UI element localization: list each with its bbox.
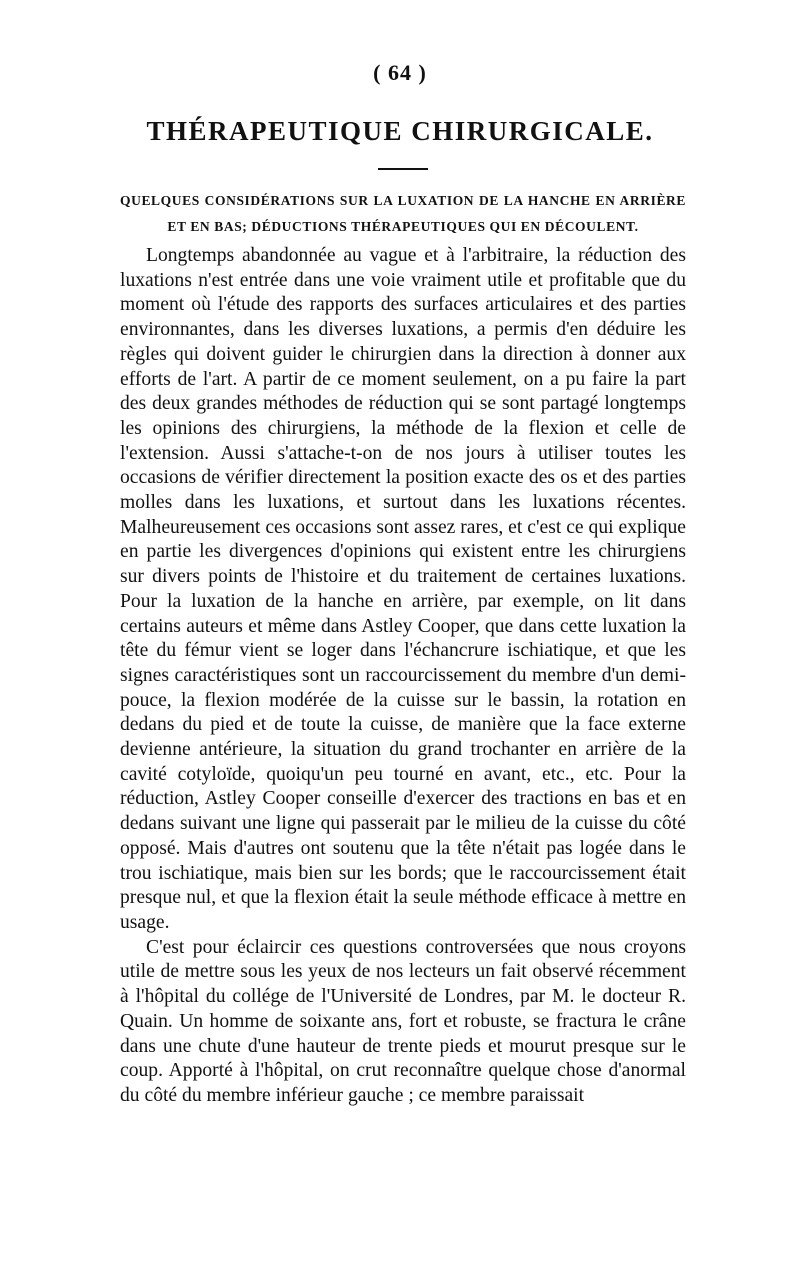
article-body (120, 244, 686, 1109)
article-subtitle: QUELQUES CONSIDÉRATIONS SUR LA LUXATION DE LA HANCHE EN ARRIÈRE ET EN BAS; DÉDUCTIONS THÉRAPEUTIQUES QUI EN DÉCOULENT. (120, 193, 686, 234)
title-divider (378, 168, 428, 170)
body-paragraph-2: C'est pour éclaircir ces questions controversées que nous croyons utile de mettre sous les yeux de nos lecteurs un fait observé récemment à l'hôpital du collége de l'Université de Londres, par M. le docteur R. Quain. Un homme de soixante ans, fort et robuste, se fractura le crâne dans une chute d'une hauteur de trente pieds et mourut presque sur le coup. Apporté à l'hôpital, on crut reconnaître quelque chose d'anormal du côté du membre inférieur gauche ; ce membre paraissait (120, 936, 686, 1106)
body-paragraph-1: Longtemps abandonnée au vague et à l'arbitraire, la réduction des luxations n'est entrée dans une voie vraiment utile et profitable que du moment où l'étude des rapports des surfaces articulaires et des parties environnantes, dans les diverses luxations, a permis d'en déduire les règles qui doivent guider le chirurgien dans la direction à donner aux efforts de l'art. A partir de ce moment seulement, on a pu faire la part des deux grandes méthodes de réduction qui se sont partagé longtemps les opinions des chirurgiens, la méthode de la flexion et celle de l'extension. Aussi s'attache-t-on de nos jours à utiliser toutes les occasions de vérifier directement la position exacte des os et des parties molles dans les luxations, et surtout dans les luxations récentes. Malheureusement ces occasions sont assez rares, et c'est ce qui explique en partie les divergences d'opinions qui existent entre les chirurgiens sur divers points de l'histoire et du traitement de certaines luxations. Pour la luxation de la hanche en arrière, par exemple, on lit dans certains auteurs et même dans Astley Cooper, que dans cette luxation la tête du fémur vient se loger dans l'échancrure ischiatique, et que les signes caractéristiques sont un raccourcissement du membre d'un demi-pouce, la flexion modérée de la cuisse sur le bassin, la rotation en dedans du pied et de toute la cuisse, de manière que la face externe devienne antérieure, la situation du grand trochanter en arrière de la cavité cotyloïde, quoiqu'un peu tourné en avant, etc., etc. Pour la réduction, Astley Cooper conseille d'exercer des tractions en bas et en dedans suivant une ligne qui passerait par le milieu de la cuisse du côté opposé. Mais d'autres ont soutenu que la tête n'était pas logée dans le trou ischiatique, mais bien sur les bords; que le raccourcissement était presque nul, et que la flexion était la seule méthode efficace à mettre en usage. (120, 245, 686, 933)
page-number: ( 64 ) (373, 60, 427, 85)
page-title: THÉRAPEUTIQUE CHIRURGICALE. (146, 116, 654, 146)
